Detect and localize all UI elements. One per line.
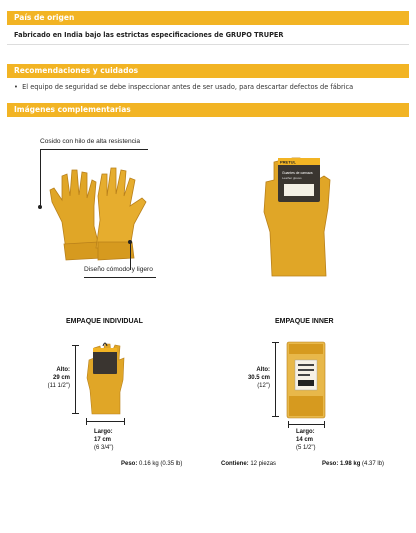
dimension-tick	[72, 345, 79, 346]
contents	[221, 461, 276, 467]
glove-pair-image	[44, 162, 156, 262]
callout-comfort: Diseño cómodo y ligero	[84, 266, 153, 273]
height-dimension-line	[275, 342, 276, 416]
inner-height	[244, 366, 270, 390]
images-header: Imágenes complementarias	[7, 103, 409, 117]
weight-label: Peso:	[322, 461, 339, 467]
length-cm: 14 cm	[296, 437, 314, 443]
length-label: Largo:	[94, 429, 113, 435]
origin-text: Fabricado en India bajo las estrictas especificaciones de GRUPO TRUPER	[14, 31, 284, 39]
inner-pack-image	[285, 340, 327, 420]
height-label: Alto:	[56, 367, 70, 373]
dimension-tick	[272, 416, 279, 417]
origin-header: País de origen	[7, 11, 409, 25]
callout-stitching: Cosido con hilo de alta resistencia	[40, 138, 141, 145]
dimension-tick	[272, 342, 279, 343]
length-cm: 17 cm	[94, 437, 112, 443]
length-in: (6 3/4")	[94, 445, 114, 451]
package-subtitle: Leather gloves	[282, 176, 302, 180]
callout-dot	[38, 205, 42, 209]
individual-pack-image	[84, 340, 126, 416]
individual-length	[94, 428, 124, 452]
length-dimension-line	[288, 424, 324, 425]
inner-pack-title: EMPAQUE INNER	[275, 318, 334, 325]
dimension-tick	[124, 418, 125, 425]
bullet-icon: •	[14, 83, 18, 91]
height-dimension-line	[75, 345, 76, 413]
height-cm: 30.5 cm	[247, 375, 270, 381]
callout-line	[40, 149, 148, 150]
package-brand: PRETUL	[280, 159, 296, 165]
right-glove	[96, 168, 146, 260]
callout-line	[84, 277, 156, 278]
contents-label: Contiene:	[221, 461, 249, 467]
inner-length	[296, 428, 326, 452]
length-dimension-line	[86, 421, 124, 422]
left-glove	[50, 170, 102, 260]
weight-kg: 1.98 kg	[340, 461, 361, 467]
weight-lb: (4.37 lb)	[362, 461, 385, 467]
dimension-tick	[72, 413, 79, 414]
dimension-tick	[288, 421, 289, 428]
length-in: (5 1/2")	[296, 445, 316, 451]
callout-line	[40, 149, 41, 207]
individual-height	[38, 366, 70, 390]
dimension-tick	[86, 418, 87, 425]
divider	[7, 44, 409, 45]
inner-weight	[322, 461, 384, 467]
weight-kg: 0.16 kg	[139, 461, 159, 467]
contents-value: 12 piezas	[250, 461, 277, 467]
callout-dot	[128, 240, 132, 244]
package-title: Guantes de carnaza	[282, 171, 313, 175]
individual-pack-title: EMPAQUE INDIVIDUAL	[66, 318, 143, 325]
length-label: Largo:	[296, 429, 315, 435]
package-label	[284, 184, 314, 196]
recommendations-header: Recomendaciones y cuidados	[7, 64, 409, 78]
height-in: (11 1/2")	[47, 383, 70, 389]
recommendation-text: El equipo de seguridad se debe inspeccionar antes de ser usado, para descartar defectos de fábrica	[22, 83, 354, 91]
packaged-glove-image	[258, 152, 342, 282]
dimension-tick	[324, 421, 325, 428]
height-in: (12")	[257, 383, 270, 389]
weight-lb: (0.35 lb)	[160, 461, 183, 467]
weight-label: Peso:	[121, 461, 138, 467]
height-cm: 29 cm	[52, 375, 70, 381]
individual-weight	[121, 461, 182, 467]
recommendation-item	[7, 82, 409, 92]
height-label: Alto:	[256, 367, 270, 373]
